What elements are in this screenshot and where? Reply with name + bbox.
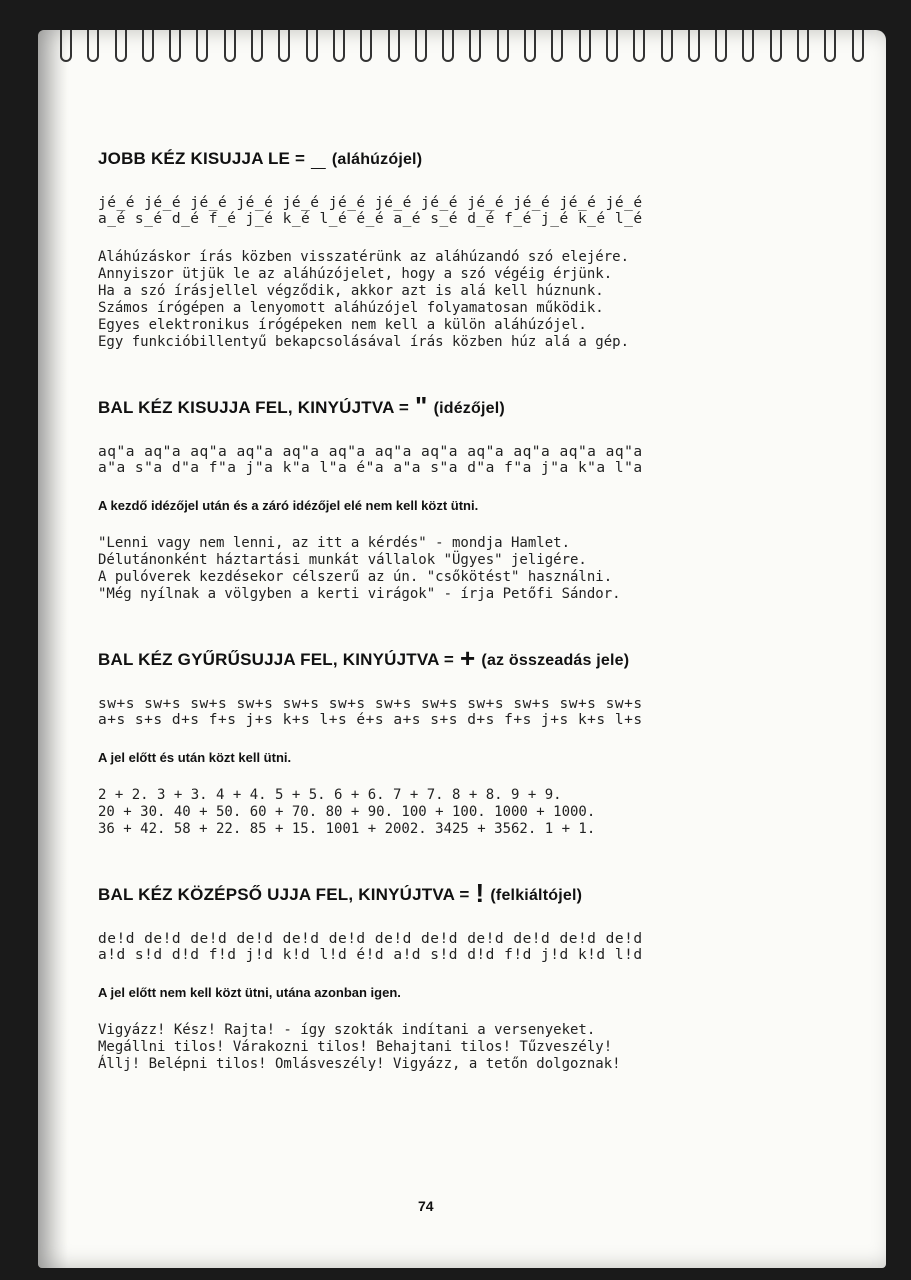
drill-block: [98, 444, 798, 476]
text-line: 36 + 42. 58 + 22. 85 + 15. 1001 + 2002. 3425 + 3562. 1 + 1.: [98, 821, 596, 837]
text-line: "Lenni vagy nem lenni, az itt a kérdés" - mondja Hamlet.: [98, 535, 571, 551]
rule-note: A jel előtt és után közt kell ütni.: [98, 750, 292, 765]
section-heading: JOBB KÉZ KISUJJA LE = _ (aláhúzójel): [98, 142, 423, 172]
section-heading: BAL KÉZ KÖZÉPSŐ UJJA FEL, KINYÚJTVA = ! (felkiáltójel): [98, 878, 583, 908]
drill-line: jé_é jé_é jé_é jé_é jé_é jé_é jé_é jé_é jé_é jé_é jé_é jé_é: [98, 195, 643, 211]
notebook-page: [38, 30, 886, 1268]
drill-line: a_é s_é d_é f_é j_é k_é l_é é_é a_é s_é d_é f_é j_é k_é l_é: [98, 211, 643, 227]
section-heading: BAL KÉZ GYŰRŰSUJJA FEL, KINYÚJTVA = + (az összeadás jele): [98, 643, 630, 673]
drill-block: [98, 696, 798, 728]
text-line: Számos írógépen a lenyomott aláhúzójel folyamatosan működik.: [98, 300, 604, 316]
text-line: Annyiszor ütjük le az aláhúzójelet, hogy a szó végéig érjünk.: [98, 266, 613, 282]
section-exclamation: [98, 878, 798, 1073]
practice-text: [98, 1022, 798, 1073]
section-heading: BAL KÉZ KISUJJA FEL, KINYÚJTVA = " (idézőjel): [98, 391, 505, 421]
drill-block: [98, 931, 798, 963]
page-number: 74: [418, 1198, 434, 1214]
text-line: "Még nyílnak a völgyben a kerti virágok" - írja Petőfi Sándor.: [98, 586, 621, 602]
text-line: Egy funkcióbillentyű bekapcsolásával írás közben húz alá a gép.: [98, 334, 630, 350]
practice-text: [98, 535, 798, 603]
page-content: [98, 142, 798, 1113]
section-quote: [98, 391, 798, 603]
drill-line: a"a s"a d"a f"a j"a k"a l"a é"a a"a s"a d"a f"a j"a k"a l"a: [98, 460, 643, 476]
text-line: 2 + 2. 3 + 3. 4 + 4. 5 + 5. 6 + 6. 7 + 7. 8 + 8. 9 + 9.: [98, 787, 562, 803]
text-line: Aláhúzáskor írás közben visszatérünk az aláhúzandó szó elejére.: [98, 249, 630, 265]
text-line: Vigyázz! Kész! Rajta! - így szokták indítani a versenyeket.: [98, 1022, 596, 1038]
drill-line: aq"a aq"a aq"a aq"a aq"a aq"a aq"a aq"a aq"a aq"a aq"a aq"a: [98, 444, 643, 460]
practice-text: [98, 249, 798, 351]
drill-block: [98, 195, 798, 227]
drill-line: de!d de!d de!d de!d de!d de!d de!d de!d de!d de!d de!d de!d: [98, 931, 643, 947]
drill-line: a+s s+s d+s f+s j+s k+s l+s é+s a+s s+s d+s f+s j+s k+s l+s: [98, 712, 643, 728]
text-line: Délutánonként háztartási munkát vállalok "Ügyes" jeligére.: [98, 552, 587, 568]
text-line: Megállni tilos! Várakozni tilos! Behajtani tilos! Tűzveszély!: [98, 1039, 613, 1055]
rule-note: A jel előtt nem kell közt ütni, utána azonban igen.: [98, 985, 401, 1000]
practice-text: [98, 787, 798, 838]
section-plus: [98, 643, 798, 838]
text-line: Állj! Belépni tilos! Omlásveszély! Vigyázz, a tetőn dolgoznak!: [98, 1056, 621, 1072]
section-underscore: [98, 142, 798, 351]
rule-note: A kezdő idézőjel után és a záró idézőjel elé nem kell közt ütni.: [98, 498, 479, 513]
spiral-binding: [38, 30, 886, 70]
text-line: Ha a szó írásjellel végződik, akkor azt is alá kell húznunk.: [98, 283, 604, 299]
drill-line: sw+s sw+s sw+s sw+s sw+s sw+s sw+s sw+s sw+s sw+s sw+s sw+s: [98, 696, 643, 712]
text-line: 20 + 30. 40 + 50. 60 + 70. 80 + 90. 100 + 100. 1000 + 1000.: [98, 804, 596, 820]
text-line: A pulóverek kezdésekor célszerű az ún. "csőkötést" használni.: [98, 569, 613, 585]
text-line: Egyes elektronikus írógépeken nem kell a külön aláhúzójel.: [98, 317, 587, 333]
drill-line: a!d s!d d!d f!d j!d k!d l!d é!d a!d s!d d!d f!d j!d k!d l!d: [98, 947, 643, 963]
